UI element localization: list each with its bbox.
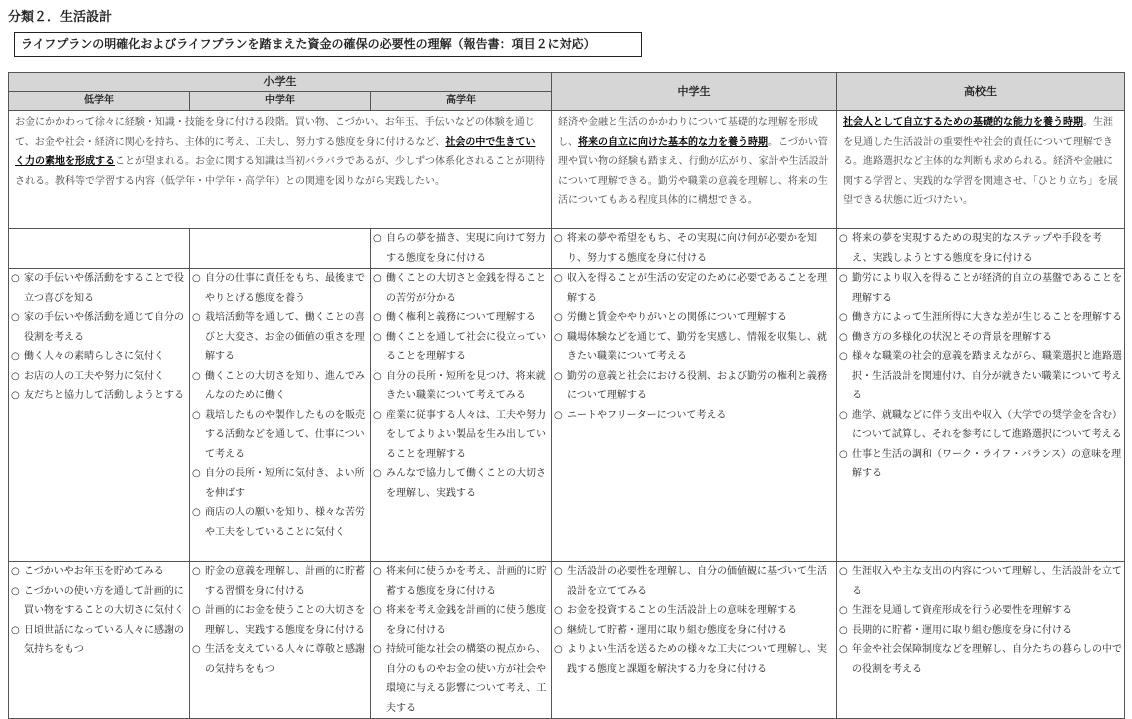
list-item: ○ 日頃世話になっている人々に感謝の気持ちをもつ — [11, 621, 187, 660]
list-item: ○ 商店の人の願いを知り、様々な苦労や工夫をしていることに気付く — [192, 503, 368, 542]
list-item: ○ 働くことを通して社会に役立っていることを理解する — [373, 328, 549, 367]
cell-lower — [9, 269, 190, 562]
list-item: ○ 収入を得ることが生活の安定のために必要であることを理解する — [554, 269, 834, 308]
cell-lower — [9, 562, 190, 719]
list-item: ○ お金を投資することの生活設計上の意味を理解する — [554, 601, 834, 621]
list-item: ○ 様々な職業の社会的意義を踏まえながら、職業選択と進路選択・生活設計を関連付け、自分が就きたい職業について考える — [839, 347, 1122, 406]
list-item: ○ 生活設計の必要性を理解し、自分の価値観に基づいて生活設計を立ててみる — [554, 562, 834, 601]
list-item: ○ 将来の夢や希望をもち、その実現に向け何が必要かを知り、努力する態度を身に付ける — [554, 229, 834, 268]
list-item: ○ 長期的に貯蓄・運用に取り組む態度を身に付ける — [839, 621, 1122, 641]
description-elementary — [9, 111, 552, 229]
header-elementary: 小学生 — [9, 73, 552, 92]
list-item: ○ みんなで協力して働くことの大切さを理解し、実践する — [373, 464, 549, 503]
list-item: ○ 栽培したものや製作したものを販売する活動などを通して、仕事について考える — [192, 406, 368, 465]
list-item: ○ 貯金の意義を理解し、計画的に貯蓄する習慣を身に付ける — [192, 562, 368, 601]
description-text: お金にかかわって徐々に経験・知識・技能を身に付ける段階。買い物、こづかい、お年玉、手伝いなどの体験を通じて、お金や社会・経済に関心を持ち、主体的に考え、工夫し、努力する態度を身に付けるなど、 — [15, 117, 535, 148]
list-item: ○ 自分の長所・短所を見つけ、将来就きたい職業について考えてみる — [373, 367, 549, 406]
list-item: ○ 働き方の多様化の状況とその背景を理解する — [839, 328, 1122, 348]
cell-junior-high — [552, 562, 837, 719]
description-emphasis: 社会人として自立するための基礎的な能力を養う時期 — [843, 117, 1084, 128]
list-item: ○ 産業に従事する人々は、工夫や努力をしてよりよい製品を生み出していることを理解する — [373, 406, 549, 465]
list-item: ○ こづかいやお年玉を貯めてみる — [11, 562, 187, 582]
cell-middle — [190, 562, 371, 719]
table-row — [9, 562, 1125, 719]
list-item: ○ 生活を支えている人々に尊敬と感謝の気持ちをもつ — [192, 640, 368, 679]
subtitle-box: ライフプランの明確化およびライフプランを踏まえた資金の確保の必要性の理解（報告書：項目２に対応） — [14, 32, 642, 57]
list-item: ○ 友だちと協力して活動しようとする — [11, 386, 187, 406]
header-upper-grade: 高学年 — [371, 92, 552, 111]
header-high-school: 高校生 — [837, 73, 1125, 111]
list-item: ○ 家の手伝いや係活動をすることで役立つ喜びを知る — [11, 269, 187, 308]
list-item: ○ 家の手伝いや係活動を通じて自分の役割を考える — [11, 308, 187, 347]
cell-high-school — [837, 269, 1125, 562]
list-item: ○ お店の人の工夫や努力に気付く — [11, 367, 187, 387]
list-item: ○ 職場体験などを通じて、勤労を実感し、情報を収集し、就きたい職業について考える — [554, 328, 834, 367]
cell-high-school — [837, 229, 1125, 269]
list-item: ○ 年金や社会保障制度などを理解し、自分たちの暮らしの中での役割を考える — [839, 640, 1122, 679]
list-item: ○ 勤労の意義と社会における役割、および勤労の権利と義務について理解する — [554, 367, 834, 406]
list-item: ○ 働くことの大切さと金銭を得ることの苦労が分かる — [373, 269, 549, 308]
cell-upper — [371, 229, 552, 269]
description-junior-high — [552, 111, 837, 229]
list-item: ○ よりよい生活を送るための様々な工夫について理解し、実践する態度と課題を解決する力を身に付ける — [554, 640, 834, 679]
list-item: ○ 計画的にお金を使うことの大切さを理解し、実践する態度を身に付ける — [192, 601, 368, 640]
list-item: ○ 将来を考え金銭を計画的に使う態度を身に付ける — [373, 601, 549, 640]
list-item: ○ 将来の夢を実現するための現実的なステップや手段を考え、実践しようとする態度を身に付ける — [839, 229, 1122, 268]
cell-junior-high — [552, 269, 837, 562]
cell-high-school — [837, 562, 1125, 719]
cell-upper — [371, 269, 552, 562]
list-item: ○ 生涯収入や主な支出の内容について理解し、生活設計を立てる — [839, 562, 1122, 601]
list-item: ○ 生涯を見通して資産形成を行う必要性を理解する — [839, 601, 1122, 621]
list-item: ○ 将来何に使うかを考え、計画的に貯蓄する態度を身に付ける — [373, 562, 549, 601]
header-junior-high: 中学生 — [552, 73, 837, 111]
cell-lower — [9, 229, 190, 269]
cell-junior-high — [552, 229, 837, 269]
cell-middle — [190, 229, 371, 269]
description-text: ことが望まれる。お金に関する知識は当初バラバラであるが、少しずつ体系化されることが期待される。教科等で学習する内容（低学年・中学年・高学年）との関連を図りながら実践したい。 — [15, 156, 545, 187]
list-item: ○ ニートやフリーターについて考える — [554, 406, 834, 426]
description-text: 。こづかい管理や買い物の経験も踏まえ、行動が広がり、家計や生活設計について理解できる。勤労や職業の意義を理解し、将来の生活についてもある程度具体的に構想できる。 — [558, 136, 829, 206]
description-text: 。生涯を見通した生活設計の重要性や社会的責任について理解できる。進路選択など主体的な判断も求められる。経済や金融に関する学習と、実践的な学習を関連させ、「ひとり立ち」を展望できる状態に近づけたい。 — [843, 117, 1118, 206]
curriculum-table — [8, 72, 1125, 719]
list-item: ○ 勤労により収入を得ることが経済的自立の基盤であることを理解する — [839, 269, 1122, 308]
description-text: 経済や金融と生活のかかわりについて基礎的な理解を形成し、 — [558, 117, 818, 148]
list-item: ○ 進学、就職などに伴う支出や収入（大学での奨学金を含む）について試算し、それを参考にして進路選択について考える — [839, 406, 1122, 445]
list-item: ○ こづかいの使い方を通して計画的に買い物をすることの大切さに気付く — [11, 582, 187, 621]
description-emphasis: 将来の自立に向けた基本的な力を養う時期 — [578, 136, 769, 148]
cell-upper — [371, 562, 552, 719]
description-high-school — [837, 111, 1125, 229]
header-lower-grade: 低学年 — [9, 92, 190, 111]
list-item: ○ 自分の仕事に責任をもち、最後までやりとげる態度を養う — [192, 269, 368, 308]
list-item: ○ 継続して貯蓄・運用に取り組む態度を身に付ける — [554, 621, 834, 641]
table-row — [9, 269, 1125, 562]
table-row — [9, 229, 1125, 269]
list-item: ○ 自分の長所・短所に気付き、よい所を伸ばす — [192, 464, 368, 503]
cell-middle — [190, 269, 371, 562]
description-emphasis: 社会の中で生きていく力の素地を形成する — [15, 136, 536, 167]
list-item: ○ 働く権利と義務について理解する — [373, 308, 549, 328]
list-item: ○ 働く人々の素晴らしさに気付く — [11, 347, 187, 367]
list-item: ○ 仕事と生活の調和（ワーク・ライフ・バランス）の意味を理解する — [839, 445, 1122, 484]
list-item: ○ 労働と賃金ややりがいとの関係について理解する — [554, 308, 834, 328]
list-item: ○ 持続可能な社会の構築の視点から、自分のものやお金の使い方が社会や環境に与える影響について考え、工夫する — [373, 640, 549, 718]
header-middle-grade: 中学年 — [190, 92, 371, 111]
list-item: ○ 栽培活動等を通して、働くことの喜びと大変さ、お金の価値の重さを理解する — [192, 308, 368, 367]
list-item: ○ 自らの夢を描き、実現に向けて努力する態度を身に付ける — [373, 229, 549, 268]
list-item: ○ 働き方によって生涯所得に大きな差が生じることを理解する — [839, 308, 1122, 328]
list-item: ○ 働くことの大切さを知り、進んでみんなのために働く — [192, 367, 368, 406]
section-title: 分類２．生活設計 — [8, 10, 113, 25]
